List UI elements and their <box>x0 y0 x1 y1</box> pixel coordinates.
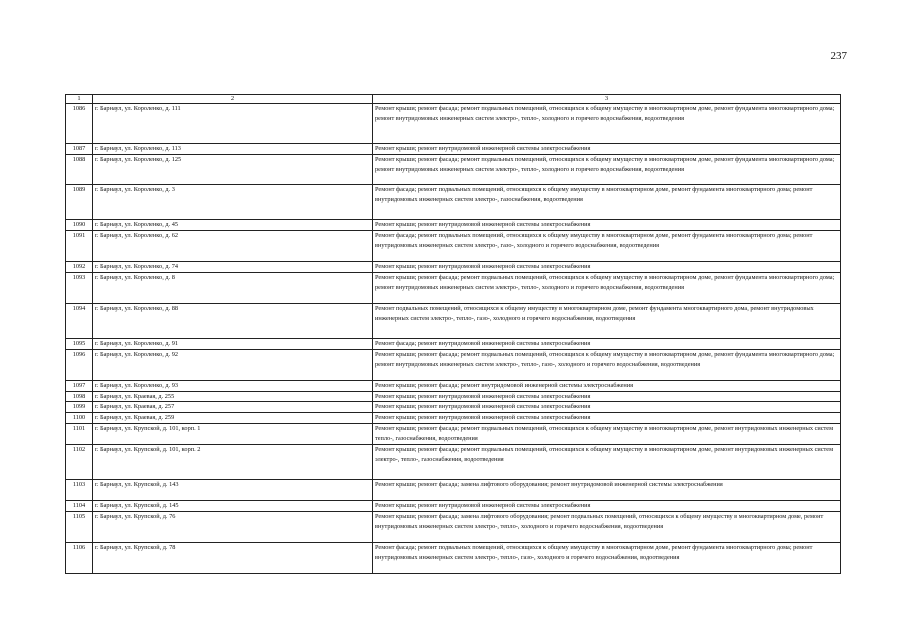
row-address: г. Барнаул, ул. Короленко, д. 74 <box>93 261 373 272</box>
row-number: 1103 <box>66 480 93 501</box>
table-row <box>66 219 841 230</box>
row-works: Ремонт крыши; ремонт внутридомовой инженерной системы электроснабжения <box>373 391 841 402</box>
row-number: 1104 <box>66 501 93 512</box>
row-number: 1097 <box>66 380 93 391</box>
row-works: Ремонт крыши; ремонт фасада; замена лифтового оборудования; ремонт подвальных помещений, относящихся к общему имуществу в многоквартирном доме, ремонт внутридомовых инженерных систем электро-, тепло-, холодного и горячего водоснабжения, водоотведения <box>373 512 841 543</box>
table-row <box>66 543 841 574</box>
row-address: г. Барнаул, ул. Короленко, д. 111 <box>93 104 373 144</box>
table-row <box>66 424 841 445</box>
table-row <box>66 261 841 272</box>
header-col-1: 1 <box>66 95 93 104</box>
table-row <box>66 184 841 219</box>
row-address: г. Барнаул, ул. Короленко, д. 45 <box>93 219 373 230</box>
row-address: г. Барнаул, ул. Крупской, д. 143 <box>93 480 373 501</box>
row-works: Ремонт крыши; ремонт фасада; замена лифтового оборудования; ремонт внутридомовой инженерной системы электроснабжения <box>373 480 841 501</box>
row-number: 1091 <box>66 230 93 261</box>
row-number: 1089 <box>66 184 93 219</box>
row-works: Ремонт фасада; ремонт подвальных помещений, относящихся к общему имуществу в многоквартирном доме, ремонт фундамента многоквартирного дома; ремонт внутридомовых инженерных систем электро-, газоснабжения, водоотведения <box>373 184 841 219</box>
header-col-3: 3 <box>373 95 841 104</box>
row-number: 1095 <box>66 338 93 349</box>
row-works: Ремонт крыши; ремонт внутридомовой инженерной системы электроснабжения <box>373 261 841 272</box>
row-works: Ремонт крыши; ремонт внутридомовой инженерной системы электроснабжения <box>373 144 841 155</box>
row-address: г. Барнаул, ул. Короленко, д. 113 <box>93 144 373 155</box>
table-row <box>66 303 841 338</box>
row-address: г. Барнаул, ул. Крупской, д. 145 <box>93 501 373 512</box>
table-row <box>66 501 841 512</box>
row-works: Ремонт крыши; ремонт фасада; ремонт подвальных помещений, относящихся к общему имуществу в многоквартирном доме, ремонт фундамента многоквартирного дома; ремонт внутридомовых инженерных систем электро-, тепло-, холодного и горячего водоснабжения, водоотведения <box>373 272 841 303</box>
row-works: Ремонт крыши; ремонт фасада; ремонт подвальных помещений, относящихся к общему имуществу в многоквартирном доме, ремонт внутридомовых инженерных систем электро-, тепло-, газоснабжения, водоотведения <box>373 445 841 480</box>
row-number: 1106 <box>66 543 93 574</box>
row-works: Ремонт фасада; ремонт подвальных помещений, относящихся к общему имуществу в многоквартирном доме, ремонт фундамента многоквартирного дома; ремонт внутридомовых инженерных систем электро-, тепло-, газо-, холодного и горячего водоснабжения, водоотведения <box>373 543 841 574</box>
row-works: Ремонт крыши; ремонт фасада; ремонт подвальных помещений, относящихся к общему имуществу в многоквартирном доме, ремонт фундамента многоквартирного дома; ремонт внутридомовых инженерных систем электро-, тепло-, холодного и горячего водоснабжения, водоотведения <box>373 154 841 184</box>
row-address: г. Барнаул, ул. Крупской, д. 101, корп. 2 <box>93 445 373 480</box>
table-row <box>66 338 841 349</box>
row-number: 1102 <box>66 445 93 480</box>
table-row <box>66 380 841 391</box>
row-works: Ремонт крыши; ремонт фасада; ремонт внутридомовой инженерной системы электроснабжения <box>373 380 841 391</box>
row-number: 1105 <box>66 512 93 543</box>
table-row <box>66 402 841 413</box>
row-number: 1099 <box>66 402 93 413</box>
row-address: г. Барнаул, ул. Краевая, д. 255 <box>93 391 373 402</box>
header-col-2: 2 <box>93 95 373 104</box>
row-works: Ремонт фасада; ремонт внутридомовой инженерной системы электроснабжения <box>373 338 841 349</box>
works-table <box>65 94 841 574</box>
row-address: г. Барнаул, ул. Короленко, д. 92 <box>93 349 373 380</box>
row-number: 1098 <box>66 391 93 402</box>
row-number: 1093 <box>66 272 93 303</box>
row-address: г. Барнаул, ул. Короленко, д. 3 <box>93 184 373 219</box>
row-number: 1092 <box>66 261 93 272</box>
row-number: 1100 <box>66 413 93 424</box>
row-address: г. Барнаул, ул. Короленко, д. 8 <box>93 272 373 303</box>
table-row <box>66 413 841 424</box>
row-works: Ремонт крыши; ремонт фасада; ремонт подвальных помещений, относящихся к общему имуществу в многоквартирном доме, ремонт внутридомовых инженерных систем тепло-, газоснабжения, водоотведения <box>373 424 841 445</box>
row-works: Ремонт крыши; ремонт внутридомовой инженерной системы электроснабжения <box>373 413 841 424</box>
row-number: 1088 <box>66 154 93 184</box>
table-row <box>66 512 841 543</box>
row-address: г. Барнаул, ул. Крупской, д. 78 <box>93 543 373 574</box>
row-works: Ремонт фасада; ремонт подвальных помещений, относящихся к общему имуществу в многоквартирном доме, ремонт фундамента многоквартирного дома; ремонт внутридомовых инженерных систем электро-, газо-, холодного и горячего водоснабжения, водоотведения <box>373 230 841 261</box>
row-number: 1086 <box>66 104 93 144</box>
row-address: г. Барнаул, ул. Краевая, д. 259 <box>93 413 373 424</box>
row-address: г. Барнаул, ул. Короленко, д. 125 <box>93 154 373 184</box>
table-row <box>66 154 841 184</box>
row-works: Ремонт крыши; ремонт внутридомовой инженерной системы электроснабжения <box>373 501 841 512</box>
table-row <box>66 230 841 261</box>
table-row <box>66 272 841 303</box>
row-address: г. Барнаул, ул. Короленко, д. 91 <box>93 338 373 349</box>
row-address: г. Барнаул, ул. Крупской, д. 101, корп. 1 <box>93 424 373 445</box>
row-works: Ремонт крыши; ремонт фасада; ремонт подвальных помещений, относящихся к общему имуществу в многоквартирном доме, ремонт фундамента многоквартирного дома; ремонт внутридомовых инженерных систем электро-, тепло-, холодного и горячего водоснабжения, водоотведения <box>373 104 841 144</box>
row-number: 1087 <box>66 144 93 155</box>
row-number: 1096 <box>66 349 93 380</box>
row-address: г. Барнаул, ул. Короленко, д. 88 <box>93 303 373 338</box>
row-works: Ремонт крыши; ремонт внутридомовой инженерной системы электроснабжения <box>373 219 841 230</box>
row-works: Ремонт подвальных помещений, относящихся к общему имуществу в многоквартирном доме, ремонт фундамента многоквартирного дома, ремонт внутридомовых инженерных систем электро-, тепло-, газо-, холодного и горячего водоснабжения, водоотведения <box>373 303 841 338</box>
row-works: Ремонт крыши; ремонт фасада; ремонт подвальных помещений, относящихся к общему имуществу в многоквартирном доме, ремонт фундамента многоквартирного дома; ремонт внутридомовых инженерных систем электро-, тепло-, газо-, холодного и горячего водоснабжения, водоотведения <box>373 349 841 380</box>
table-row <box>66 144 841 155</box>
row-number: 1090 <box>66 219 93 230</box>
table-row <box>66 445 841 480</box>
table-row <box>66 349 841 380</box>
table-row <box>66 104 841 144</box>
table-row <box>66 391 841 402</box>
row-address: г. Барнаул, ул. Короленко, д. 62 <box>93 230 373 261</box>
page-number: 237 <box>830 50 847 62</box>
row-address: г. Барнаул, ул. Краевая, д. 257 <box>93 402 373 413</box>
row-address: г. Барнаул, ул. Короленко, д. 93 <box>93 380 373 391</box>
table-header-row <box>66 95 841 104</box>
row-number: 1094 <box>66 303 93 338</box>
row-address: г. Барнаул, ул. Крупской, д. 76 <box>93 512 373 543</box>
row-works: Ремонт крыши; ремонт внутридомовой инженерной системы электроснабжения <box>373 402 841 413</box>
table-row <box>66 480 841 501</box>
row-number: 1101 <box>66 424 93 445</box>
